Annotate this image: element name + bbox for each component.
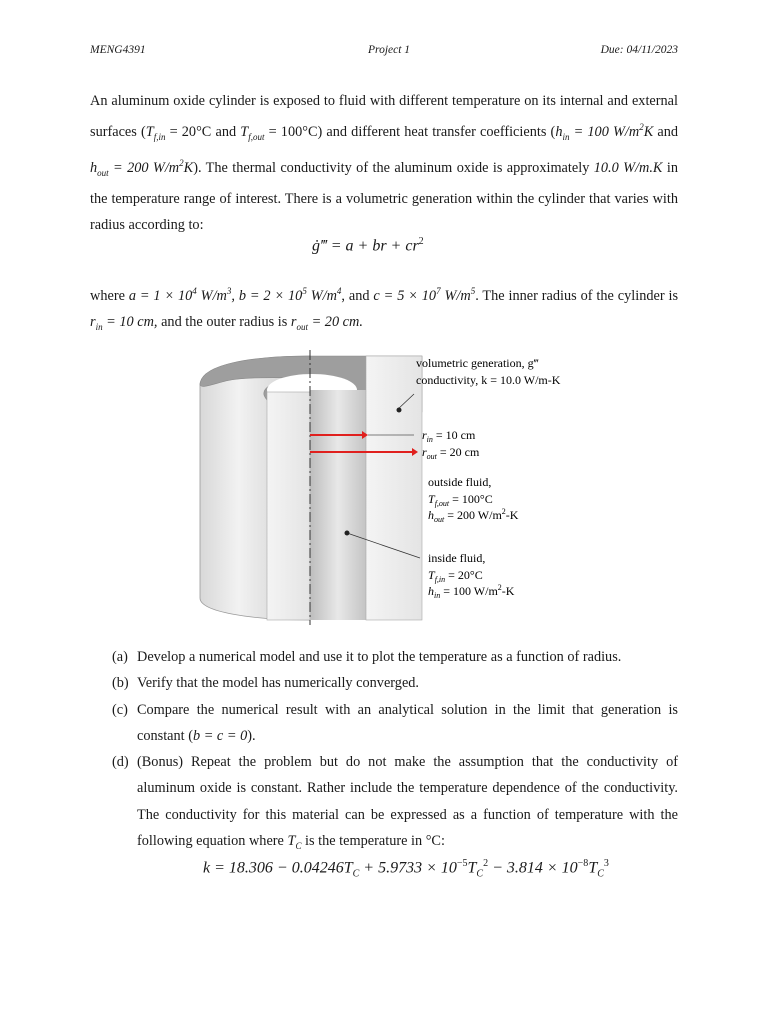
question-d-end: is the temperature in °C:: [301, 833, 445, 850]
fig-rout-sym: r: [422, 445, 427, 459]
question-a-text: Develop a numerical model and use it to plot the temperature as a function of radius.: [137, 649, 622, 665]
question-c-eq: b = c = 0: [192, 727, 248, 744]
question-d-tc: T: [287, 833, 296, 850]
rin-sub: in: [95, 321, 103, 332]
fig-inside-label: inside fluid,: [428, 551, 486, 565]
b-exp: 5: [302, 286, 307, 296]
generation-equation-body: ġ‴ = a + br + cr: [312, 237, 419, 255]
generation-equation: [312, 236, 424, 255]
question-c-label: (c): [112, 701, 128, 718]
k-eq-e3: 2: [483, 858, 489, 869]
hout-sub: out: [97, 167, 109, 178]
fig-tfout-val: = 100°C: [449, 492, 493, 506]
constants-text: and the outer radius is: [157, 314, 291, 331]
c-unit: W/m: [440, 287, 471, 304]
hin-unit-end: K: [643, 124, 654, 141]
k-eq-e5: 3: [603, 858, 609, 869]
hout-unit-end: K: [183, 159, 194, 176]
rout-sub: out: [296, 321, 309, 332]
cut-face-left: [267, 392, 310, 620]
question-d-tc-sub: C: [295, 840, 302, 851]
fig-outside-label: outside fluid,: [428, 475, 492, 489]
question-c-text: Compare the numerical result with an analytical solution in the limit that generation is constant (: [137, 701, 678, 744]
fig-hout-exp: 2: [501, 507, 506, 516]
question-a: [112, 644, 678, 670]
fig-gen-label: volumetric generation, g‴: [416, 356, 539, 370]
fig-tfin-sub: f,in: [434, 575, 446, 584]
fig-hin-val: = 100 W/m: [440, 584, 498, 598]
k-eq-s1: C: [352, 868, 360, 880]
fig-rout-val: = 20 cm: [436, 445, 480, 459]
question-c: [112, 697, 678, 750]
header-project: Project 1: [368, 44, 411, 56]
hin-unit-exp: 2: [639, 122, 644, 133]
fig-rin-sym: r: [422, 428, 427, 442]
k-eq-e4: −8: [577, 858, 589, 869]
fig-tfout-sym: T: [428, 492, 435, 506]
question-list: [112, 644, 678, 859]
page-header: [90, 44, 678, 62]
tfin-symbol: T: [145, 124, 154, 141]
question-d-text: (Bonus) Repeat the problem but do not make the assumption that the conductivity of aluminum oxide is constant. Rather include the temperature dependence of the conductivity. The conductivity for this material can be expressed as a function of temperature with the following equation where: [137, 754, 678, 850]
fig-hin: [428, 583, 515, 600]
hin-sub: in: [562, 131, 570, 142]
c-value: c = 5 × 10: [373, 287, 437, 304]
fig-tfout: [428, 492, 493, 508]
inside-dot: [345, 531, 350, 536]
hout-value: = 200 W/m: [108, 159, 180, 176]
k-eq-p3: T: [467, 859, 477, 877]
b-unit: W/m: [306, 287, 337, 304]
fig-hout-end: -K: [505, 508, 519, 522]
constants-paragraph: [90, 278, 678, 340]
fig-hout-val: = 200 W/m: [444, 508, 502, 522]
question-c-end: ).: [247, 727, 256, 744]
b-value: , b = 2 × 10: [231, 287, 303, 304]
fig-hin-exp: 2: [497, 583, 502, 592]
question-b: [112, 670, 678, 696]
generation-equation-exp: 2: [418, 236, 424, 247]
header-course: MENG4391: [90, 44, 146, 56]
fig-hout: [428, 507, 519, 524]
fig-hin-sub: in: [434, 591, 441, 600]
header-due: Due: 04/11/2023: [600, 44, 678, 56]
conductivity-equation: [203, 858, 609, 880]
hin-value: = 100 W/m: [569, 124, 640, 141]
rin-symbol: r: [90, 314, 96, 331]
a-exp: 4: [192, 286, 197, 296]
constants-text: where: [90, 287, 129, 304]
intro-and: and: [653, 124, 679, 141]
intro-text: ). The thermal conductivity of the aluminum oxide is approximately: [193, 159, 594, 176]
hout-symbol: h: [90, 159, 98, 176]
fig-rin-sub: in: [426, 435, 433, 444]
question-b-label: (b): [112, 675, 129, 692]
tfout-value: = 100°C: [264, 124, 318, 141]
fig-tfin-sym: T: [428, 568, 435, 582]
a-value: a = 1 × 10: [128, 287, 193, 304]
gen-dot: [397, 408, 402, 413]
a-unit-exp: 3: [226, 286, 232, 296]
inner-surface: [310, 390, 366, 620]
k-eq-s5: C: [597, 868, 604, 880]
question-d: [112, 749, 678, 859]
fig-tfout-sub: f,out: [434, 499, 450, 508]
fig-cond-label: conductivity, k = 10.0 W/m-K: [416, 373, 561, 387]
fig-rout-label: [422, 445, 480, 461]
intro-text: ) and different heat transfer coefficients (: [317, 124, 556, 141]
fig-hout-sub: out: [434, 515, 445, 524]
k-eq-p1: k = 18.306 − 0.04246T: [203, 859, 353, 877]
cut-face-right: [366, 356, 422, 620]
tfin-value: = 20°C: [165, 124, 212, 141]
fig-rout-sub: out: [426, 452, 437, 461]
hout-unit-exp: 2: [179, 158, 184, 169]
k-eq-p5: T: [588, 859, 598, 877]
fig-rin-val: = 10 cm: [432, 428, 476, 442]
intro-paragraph: [90, 88, 678, 239]
fig-hout-sym: h: [428, 508, 434, 522]
intro-and: and: [211, 124, 241, 141]
a-unit: W/m: [196, 287, 227, 304]
constants-text: , and: [341, 287, 374, 304]
question-d-label: (d): [112, 754, 129, 771]
intro-text: in the temperature range of interest. There is a volumetric generation within the cylinder that varies with radius according to:: [90, 159, 678, 234]
c-unit-exp: 5: [470, 286, 476, 296]
hin-symbol: h: [555, 124, 563, 141]
k-eq-s3: C: [476, 868, 484, 880]
fig-rin-label: [422, 428, 476, 444]
fig-hin-end: -K: [501, 584, 515, 598]
cylinder-figure: [192, 350, 592, 625]
tfin-sub: f,in: [153, 131, 166, 142]
fig-hin-sym: h: [428, 584, 434, 598]
c-exp: 7: [436, 286, 441, 296]
rout-symbol: r: [290, 314, 297, 331]
b-unit-exp: 4: [336, 286, 342, 296]
k-eq-p4: − 3.814 × 10: [488, 859, 578, 877]
rout-value: = 20 cm.: [308, 314, 363, 331]
k-eq-p2: + 5.9733 × 10: [359, 859, 457, 877]
constants-text: . The inner radius of the cylinder is: [475, 287, 679, 304]
tfout-symbol: T: [240, 124, 249, 141]
tfout-sub: f,out: [248, 131, 265, 142]
question-a-label: (a): [112, 649, 128, 665]
k-value: 10.0 W/m.K: [593, 159, 663, 176]
fig-tfin: [428, 568, 483, 584]
question-b-text: Verify that the model has numerically converged.: [137, 675, 420, 692]
k-eq-e2: −5: [456, 858, 468, 869]
fig-tfin-val: = 20°C: [445, 568, 483, 582]
intro-text: An aluminum oxide cylinder is exposed to fluid with different temperature on its internal and external surfaces (: [90, 93, 678, 141]
rin-value: = 10 cm,: [102, 314, 158, 331]
